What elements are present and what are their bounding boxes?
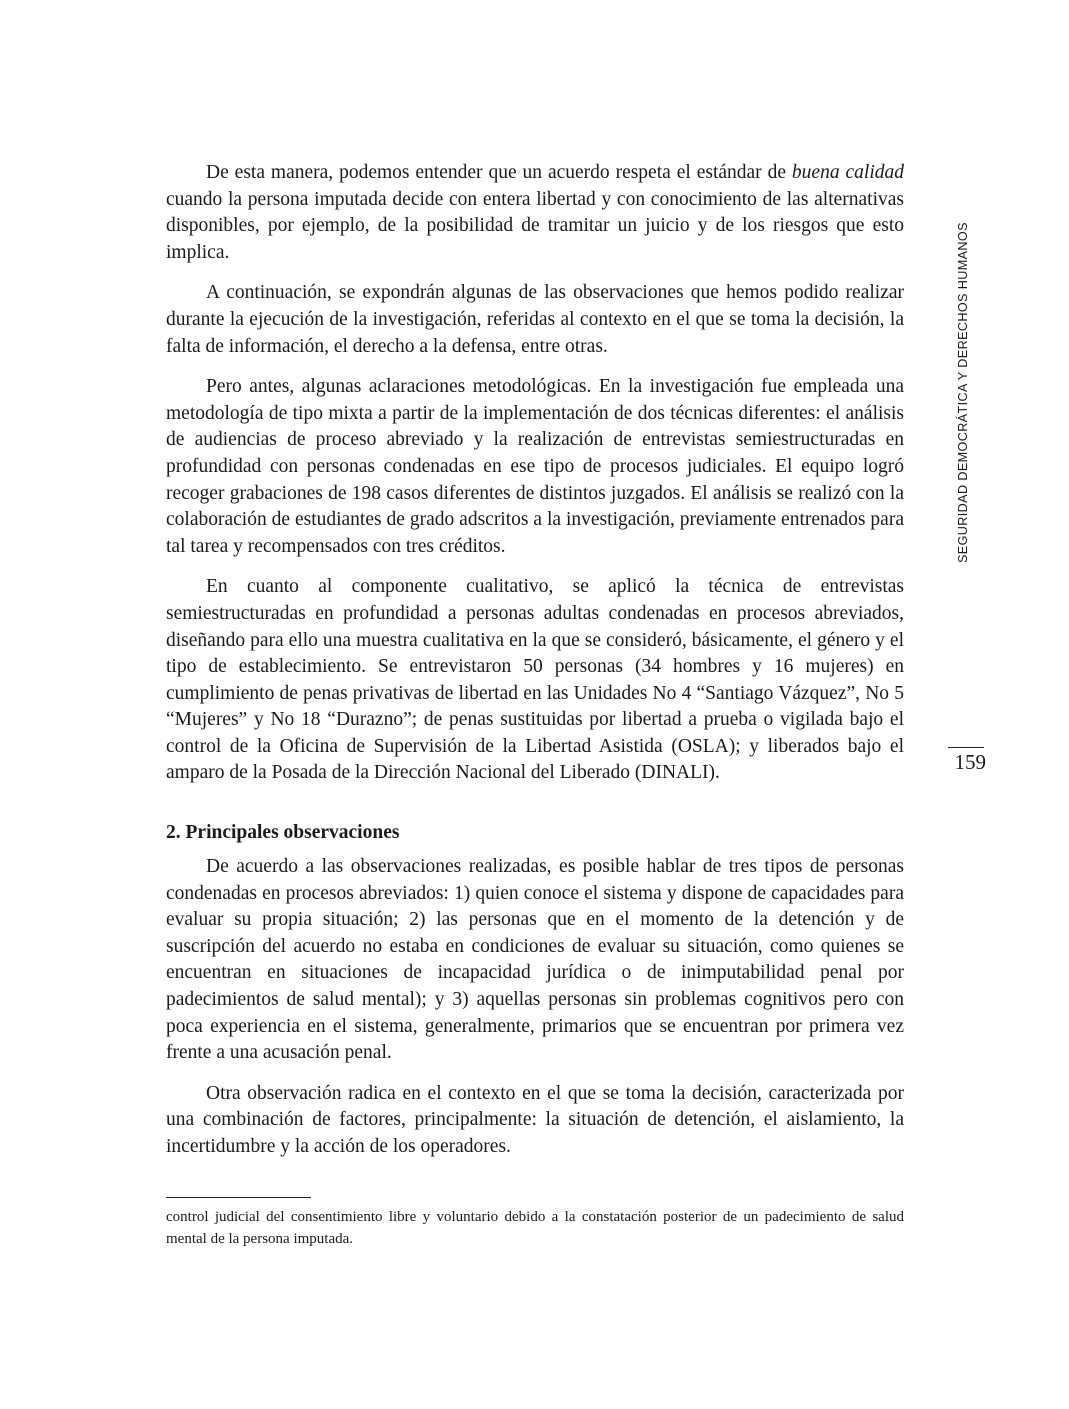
footnote-divider [166, 1197, 311, 1198]
running-head: SEGURIDAD DEMOCRÁTICA Y DERECHOS HUMANOS [956, 222, 970, 563]
paragraph-componente-cualitativo: En cuanto al componente cualitativo, se aplicó la técnica de entrevistas semiestructuradas en profundidad a personas adultas condenadas en procesos abreviados, diseñando para ello una muestra cualitativa en la que se consideró, básicamente, el género y el tipo de establecimiento. Se entrevistaron 50 personas (34 hombres y 16 mujeres) en cumplimiento de penas privativas de libertad en las Unidades No 4 “Santiago Vázquez”, No 5 “Mujeres” y No 18 “Durazno”; de penas sustituidas por libertad a prueba o vigilada bajo el control de la Oficina de Supervisión de la Libertad Asistida (OSLA); y liberados bajo el amparo de la Posada de la Dirección Nacional del Liberado (DINALI). [166, 576, 904, 784]
paragraph-tipos-de-personas: De acuerdo a las observaciones realizadas, es posible hablar de tres tipos de personas condenadas en procesos abreviados: 1) quien conoce el sistema y dispone de capacidades para evaluar su propia situación; 2) las personas que en el momento de la detención y de suscripción del acuerdo no estaba en condiciones de evaluar su situación, como quienes se encuentran en situaciones de incapacidad jurídica o de inimputabilidad penal por padecimientos de salud mental); y 3) aquellas personas sin problemas cognitivos pero con poca experiencia en el sistema, generalmente, primarios que se encuentran por primera vez frente a una acusación penal. [166, 856, 904, 1064]
page-number: 159 [954, 750, 986, 774]
paragraph-aclaraciones-metodologicas: Pero antes, algunas aclaraciones metodológicas. En la investigación fue empleada una metodología de tipo mixta a partir de la implementación de dos técnicas diferentes: el análisis de audiencias de proceso abreviado y la realización de entrevistas semiestructuradas en profundidad con personas condenadas en ese tipo de procesos judiciales. El equipo logró recoger grabaciones de 198 casos diferentes de distintos juzgados. El análisis se realizó con la colaboración de estudiantes de grado adscritos a la investigación, previamente entrenados para tal tarea y recompensados con tres créditos. [166, 376, 904, 557]
section-heading: 2. Principales observaciones [166, 822, 400, 844]
paragraph-lead: De esta manera, podemos entender que un acuerdo respeta el estándar de [206, 162, 792, 183]
footnote-text: control judicial del consentimiento libre y voluntario debido a la constatación posterior de un padecimiento de salud mental de la persona imputada. [166, 1209, 904, 1247]
main-text-column [166, 160, 904, 1175]
paragraph-contexto-decision: Otra observación radica en el contexto en el que se toma la decisión, caracterizada por una combinación de factores, principalmente: la situación de detención, el aislamiento, la incertidumbre y la acción de los operadores. [166, 1082, 904, 1157]
paragraph-buena-calidad [166, 160, 904, 266]
emphasis-buena-calidad: buena calidad [791, 162, 904, 183]
paragraph-tail: cuando la persona imputada decide con entera libertad y con conocimiento de las alternativas disponibles, por ejemplo, de la posibilidad de tramitar un juicio y de los riesgos que esto implica. [166, 188, 904, 263]
paragraph-a-continuacion: A continuación, se expondrán algunas de las observaciones que hemos podido realizar durante la ejecución de la investigación, referidas al contexto en el que se toma la decisión, la falta de información, el derecho a la defensa, entre otras. [166, 282, 904, 357]
